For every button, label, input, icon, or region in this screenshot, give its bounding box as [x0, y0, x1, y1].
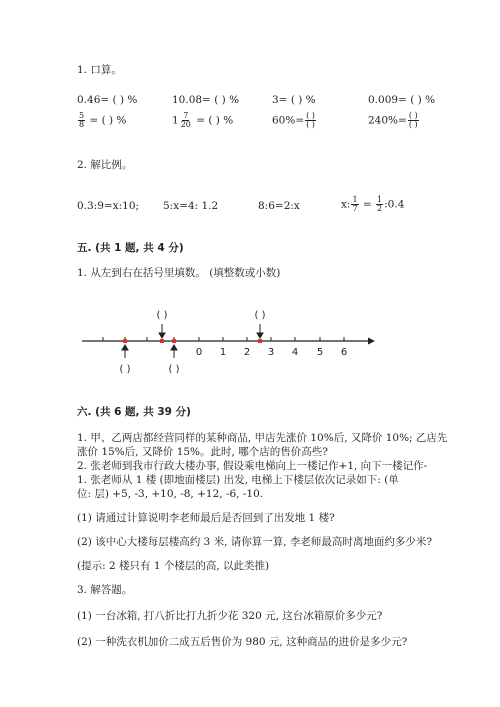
answer-blank-top: ( ) — [156, 310, 168, 321]
tick-label: 1 — [219, 347, 227, 358]
answer-blank-bottom: ( ) — [119, 364, 131, 375]
oral-item-4: 0.009= ( ) % — [368, 94, 436, 106]
oral-item-5: $\frac{5}{8}$ = ( ) % — [79, 111, 127, 129]
question-6-2-line-1: 2. 张老师到我市行政大楼办事, 假设乘电梯向上一楼记作+1, 向下一楼记作- — [77, 460, 428, 472]
point-marker — [258, 339, 262, 343]
tick-label: 6 — [340, 347, 348, 358]
oral-item-1: 0.46= ( ) % — [77, 94, 138, 106]
oral-item-3: 3= ( ) % — [272, 94, 316, 106]
question-6-3-title: 3. 解答题。 — [77, 584, 133, 596]
question-6-2-hint: (提示: 2 楼只有 1 个楼层的高, 以此类推) — [77, 560, 270, 572]
answer-blank-bottom: ( ) — [168, 364, 180, 375]
question-6-2-line-2: 1. 张老师从 1 楼 (即地面楼层) 出发, 电梯上下楼层依次记录如下: (单 — [77, 474, 399, 486]
tick-label: 4 — [291, 347, 299, 358]
oral-item-7: 60%= $\frac{( )}{( )}$ — [272, 111, 315, 129]
proportion-2: 5:x=4: 1.2 — [163, 200, 219, 212]
question-6-2-line-3: 位: 层) +5, -3, +10, -8, +12, -6, -10. — [77, 488, 264, 500]
question-6-2-sub-1: (1) 请通过计算说明李老师最后是否回到了出发地 1 楼? — [77, 512, 335, 524]
tick-label: 0 — [195, 347, 203, 358]
section2-title: 2. 解比例。 — [77, 159, 133, 171]
question-6-1-line-2: 涨价 15%后, 又降价 15%。此时, 哪个店的售价高些? — [77, 446, 328, 458]
tick-label: 2 — [243, 347, 251, 358]
point-marker — [123, 339, 127, 343]
oral-item-6: 1 $\frac{7}{20}$ = ( ) % — [172, 111, 234, 129]
number-line — [82, 310, 375, 375]
oral-item-2: 10.08= ( ) % — [172, 94, 240, 106]
question-6-1-line-1: 1. 甲、乙两店都经营同样的某种商品, 甲店先涨价 10%后, 又降价 10%; 乙店先 — [77, 432, 448, 444]
question-5-1: 1. 从左到右在括号里填数。 (填整数或小数) — [77, 267, 281, 279]
answer-blank-top: ( ) — [254, 310, 266, 321]
tick-label: 5 — [316, 347, 324, 358]
oral-item-8: 240%= $\frac{( )}{( )}$ — [368, 111, 418, 129]
proportion-1: 0.3:9=x:10; — [77, 200, 140, 212]
proportion-3: 8:6=2:x — [258, 200, 300, 212]
tick-label: 3 — [267, 347, 275, 358]
point-marker — [172, 339, 176, 343]
question-6-3-sub-1: (1) 一台冰箱, 打八折比打九折少花 320 元, 这台冰箱原价多少元? — [77, 610, 383, 622]
question-6-2-sub-2: (2) 该中心大楼每层楼高约 3 米, 请你算一算, 李老师最高时离地面约多少米? — [77, 536, 433, 548]
question-6-3-sub-2: (2) 一种洗衣机加价二成五后售价为 980 元, 这种商品的进价是多少元? — [77, 636, 408, 648]
proportion-4: x: $\frac{1}{7}$ = $\frac{1}{2}$ :0.4 — [341, 195, 405, 213]
heading-section-5: 五. (共 1 题, 共 4 分) — [77, 242, 184, 254]
section1-title: 1. 口算。 — [77, 64, 122, 76]
heading-section-6: 六. (共 6 题, 共 39 分) — [77, 406, 191, 418]
point-marker — [160, 339, 164, 343]
